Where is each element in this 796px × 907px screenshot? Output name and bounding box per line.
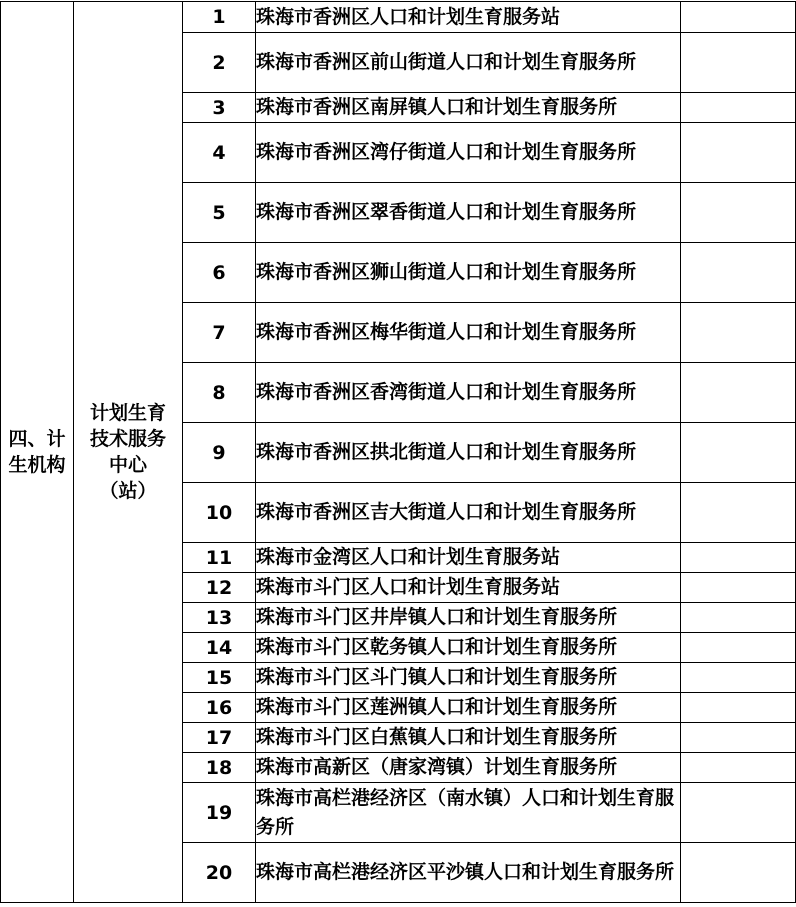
category-label-line2: 生机构 [8, 454, 66, 476]
empty-cell [681, 303, 796, 363]
institution-name: 珠海市香洲区人口和计划生育服务站 [256, 2, 681, 33]
row-number: 20 [183, 843, 256, 903]
row-number: 4 [183, 123, 256, 183]
table-row [1, 2, 796, 33]
empty-cell [681, 633, 796, 663]
subcategory-label-line1: 计划生育 [89, 402, 166, 424]
empty-cell [681, 543, 796, 573]
empty-cell [681, 423, 796, 483]
institution-name: 珠海市香洲区狮山街道人口和计划生育服务所 [256, 243, 681, 303]
institution-name: 珠海市金湾区人口和计划生育服务站 [256, 543, 681, 573]
subcategory-label-line2: 技术服务 [89, 428, 166, 450]
row-number: 15 [183, 663, 256, 693]
empty-cell [681, 573, 796, 603]
row-number: 18 [183, 753, 256, 783]
institution-name: 珠海市香洲区前山街道人口和计划生育服务所 [256, 33, 681, 93]
row-number: 9 [183, 423, 256, 483]
subcategory-label-line4: （站） [99, 480, 157, 502]
row-number: 2 [183, 33, 256, 93]
institution-name: 珠海市香洲区香湾街道人口和计划生育服务所 [256, 363, 681, 423]
institution-name: 珠海市香洲区湾仔街道人口和计划生育服务所 [256, 123, 681, 183]
institution-name: 珠海市斗门区井岸镇人口和计划生育服务所 [256, 603, 681, 633]
row-number: 13 [183, 603, 256, 633]
subcategory-label-line3: 中心 [108, 454, 147, 476]
row-number: 10 [183, 483, 256, 543]
row-number: 1 [183, 2, 256, 33]
empty-cell [681, 663, 796, 693]
row-number: 11 [183, 543, 256, 573]
institution-name: 珠海市高栏港经济区平沙镇人口和计划生育服务所 [256, 843, 681, 903]
empty-cell [681, 93, 796, 123]
institution-name: 珠海市香洲区翠香街道人口和计划生育服务所 [256, 183, 681, 243]
row-number: 12 [183, 573, 256, 603]
institution-name: 珠海市斗门区人口和计划生育服务站 [256, 573, 681, 603]
institution-name: 珠海市香洲区南屏镇人口和计划生育服务所 [256, 93, 681, 123]
category-label-line1: 四、计 [8, 428, 66, 450]
empty-cell [681, 483, 796, 543]
empty-cell [681, 2, 796, 33]
row-number: 6 [183, 243, 256, 303]
institution-name: 珠海市高栏港经济区（南水镇）人口和计划生育服务所 [256, 783, 681, 843]
row-number: 8 [183, 363, 256, 423]
empty-cell [681, 693, 796, 723]
empty-cell [681, 33, 796, 93]
empty-cell [681, 783, 796, 843]
row-number: 16 [183, 693, 256, 723]
institution-name: 珠海市斗门区白蕉镇人口和计划生育服务所 [256, 723, 681, 753]
institution-table [0, 1, 796, 903]
institution-name: 珠海市香洲区梅华街道人口和计划生育服务所 [256, 303, 681, 363]
empty-cell [681, 753, 796, 783]
empty-cell [681, 723, 796, 753]
institution-name: 珠海市斗门区乾务镇人口和计划生育服务所 [256, 633, 681, 663]
empty-cell [681, 843, 796, 903]
category-cell [1, 2, 74, 903]
row-number: 19 [183, 783, 256, 843]
empty-cell [681, 363, 796, 423]
empty-cell [681, 603, 796, 633]
institution-name: 珠海市斗门区莲洲镇人口和计划生育服务所 [256, 693, 681, 723]
row-number: 3 [183, 93, 256, 123]
subcategory-cell [74, 2, 183, 903]
row-number: 14 [183, 633, 256, 663]
row-number: 7 [183, 303, 256, 363]
institution-name: 珠海市斗门区斗门镇人口和计划生育服务所 [256, 663, 681, 693]
empty-cell [681, 183, 796, 243]
row-number: 17 [183, 723, 256, 753]
institution-name: 珠海市香洲区吉大街道人口和计划生育服务所 [256, 483, 681, 543]
empty-cell [681, 243, 796, 303]
institution-name: 珠海市高新区（唐家湾镇）计划生育服务所 [256, 753, 681, 783]
empty-cell [681, 123, 796, 183]
institution-name: 珠海市香洲区拱北街道人口和计划生育服务所 [256, 423, 681, 483]
row-number: 5 [183, 183, 256, 243]
